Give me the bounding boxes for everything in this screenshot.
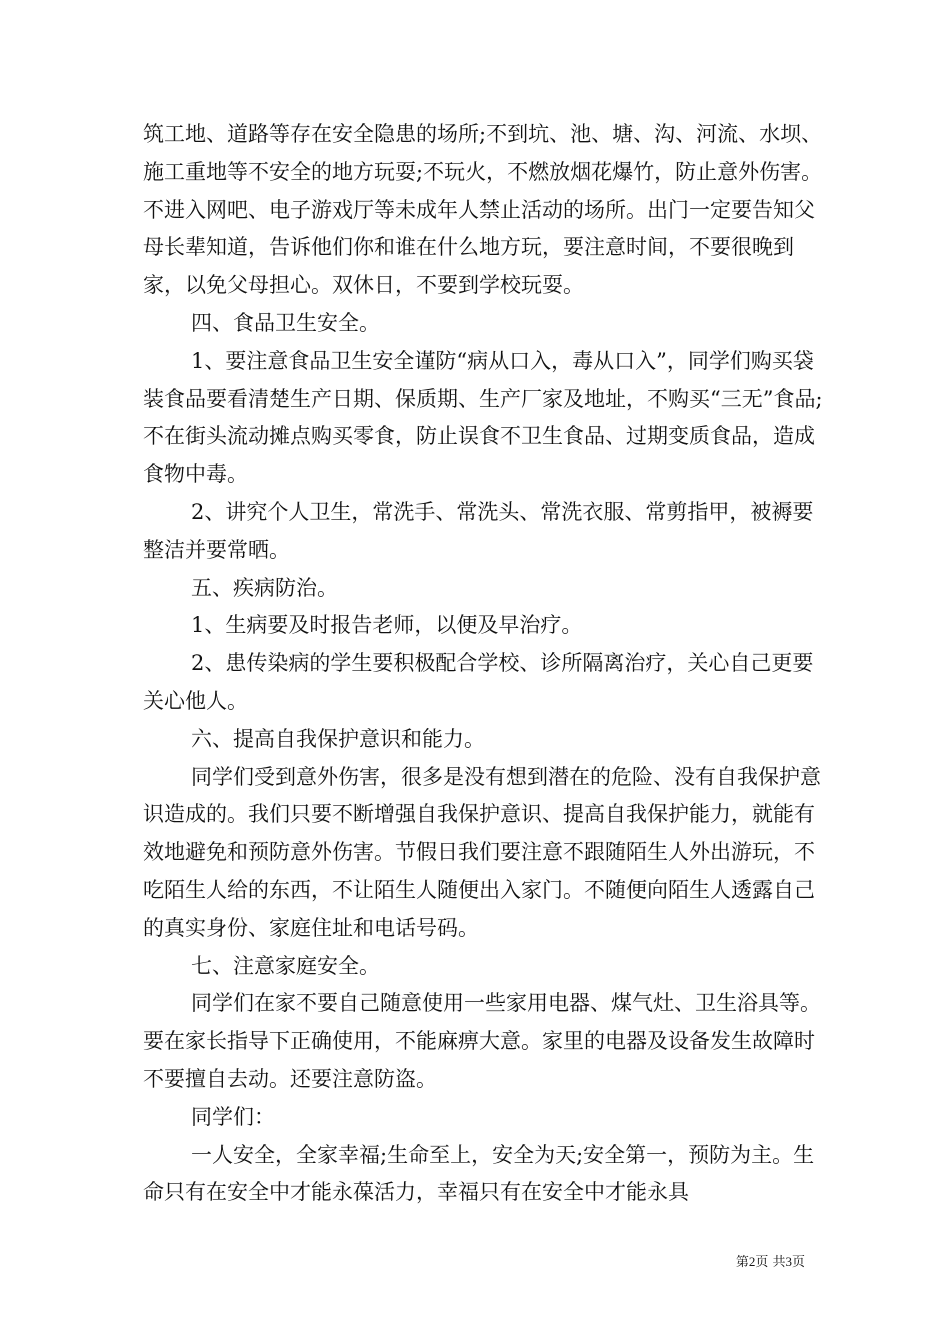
section-heading-food-safety: 四、食品卫生安全。 [191,310,380,335]
paragraph-closing: 一人安全，全家幸福;生命至上，安全为天;安全第一，预防为主。生命只有在安全中才能永葆活力，幸福只有在安全中才能永具 [143,1142,815,1205]
paragraph-continuation: 筑工地、道路等存在安全隐患的场所;不到坑、池、塘、沟、河流、水坝、施工重地等不安全的地方玩耍;不玩火，不燃放烟花爆竹，防止意外伤害。不进入网吧、电子游戏厅等未成年人禁止活动的场所。出门一定要告知父母长辈知道，告诉他们你和谁在什么地方玩，要注意时间，不要很晚到家，以免父母担心。双休日，不要到学校玩耍。 [143,122,823,298]
section-heading-home-safety: 七、注意家庭安全。 [191,953,380,978]
page-number-footer [736,1254,805,1271]
footer-middle: 页 共 [755,1255,786,1270]
paragraph-home-safety: 同学们在家不要自己随意使用一些家用电器、煤气灶、卫生浴具等。要在家长指导下正确使用，不能麻痹大意。家里的电器及设备发生故障时不要擅自去动。还要注意防盗。 [143,991,821,1091]
footer-suffix: 页 [791,1255,805,1270]
paragraph-self-protection: 同学们受到意外伤害，很多是没有想到潜在的危险、没有自我保护意识造成的。我们只要不断增强自我保护意识、提高自我保护能力，就能有效地避免和预防意外伤害。节假日我们要注意不跟随陌生人外出游玩，不吃陌生人给的东西，不让陌生人随便出入家门。不随便向陌生人透露自己的真实身份、家庭住址和电话号码。 [143,764,821,940]
salutation: 同学们： [191,1104,275,1129]
document-body [143,116,823,1212]
paragraph-food-2: 2、讲究个人卫生，常洗手、常洗头、常洗衣服、常剪指甲，被褥要整洁并要常晒。 [143,499,814,562]
footer-prefix: 第 [735,1255,749,1270]
section-heading-disease: 五、疾病防治。 [191,575,338,600]
section-heading-self-protection: 六、提高自我保护意识和能力。 [191,726,485,751]
paragraph-disease-2: 2、患传染病的学生要积极配合学校、诊所隔离治疗，关心自己更要关心他人。 [143,651,814,713]
footer-current-page: 2 [748,1254,756,1269]
paragraph-disease-1: 1、生病要及时报告老师，以便及早治疗。 [191,613,583,638]
paragraph-food-1: 1、要注意食品卫生安全谨防“病从口入，毒从口入”，同学们购买袋装食品要看清楚生产日期、保质期、生产厂家及地址，不购买“三无”食品;不在街头流动摊点购买零食，防止误食不卫生食品、过期变质食品，造成食物中毒。 [143,348,823,487]
footer-total-pages: 3 [785,1254,792,1269]
